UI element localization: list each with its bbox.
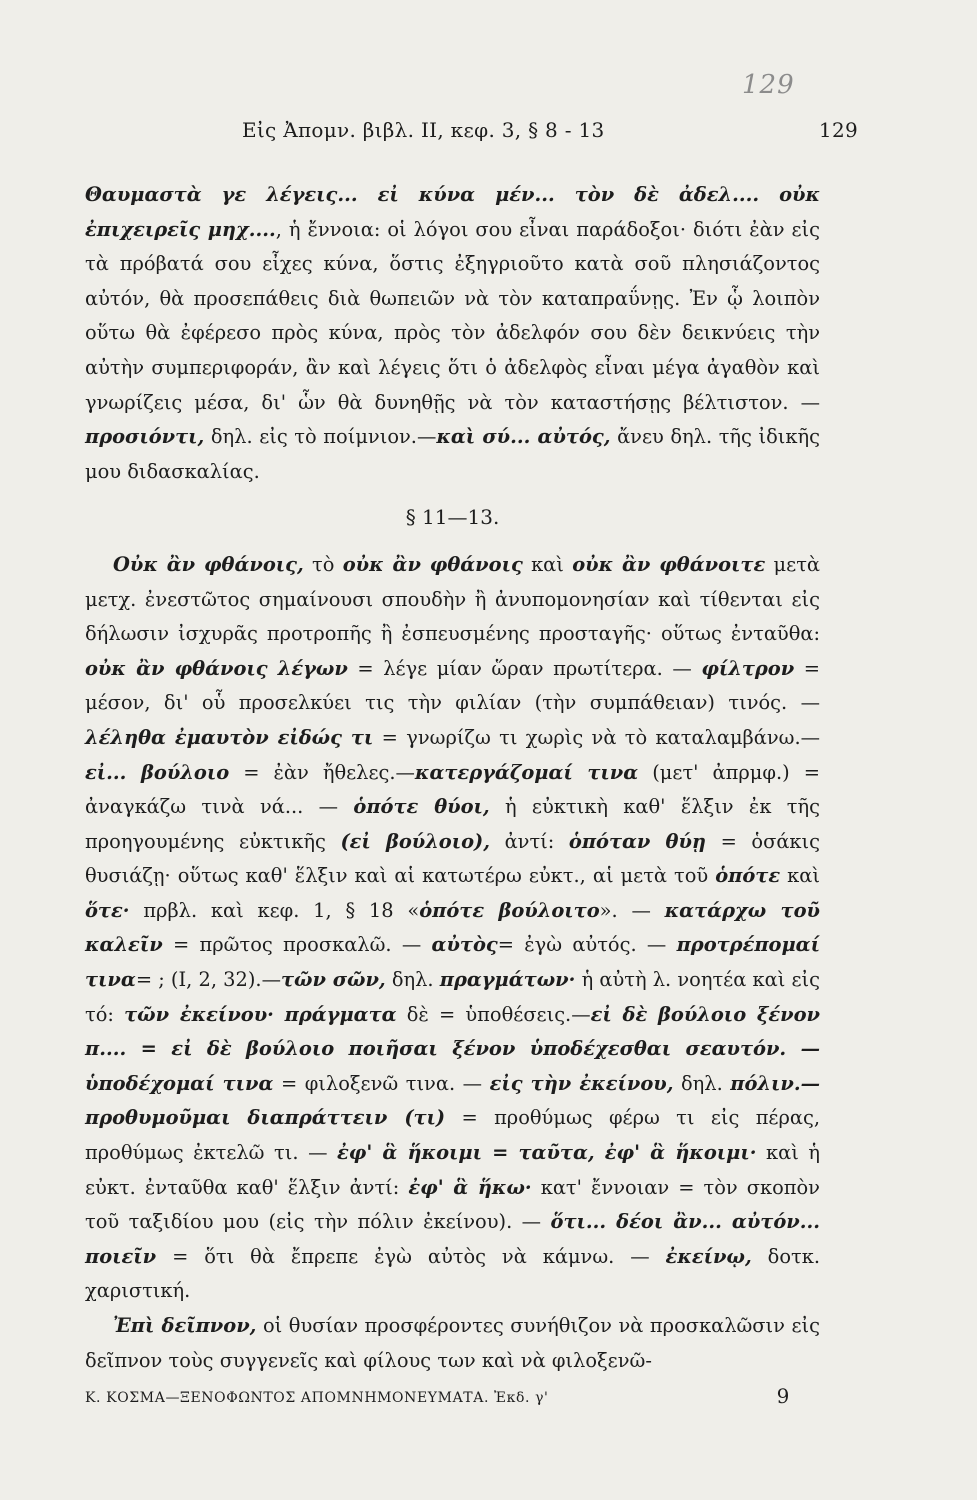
lemma: (εἰ βούλοιο), (340, 829, 490, 853)
gloss: = πρῶτος προσκαλῶ. — (172, 933, 422, 957)
gloss: δὲ = ὑποθέσεις.— (406, 1002, 591, 1026)
lemma: λέληθα ἐμαυτὸν εἰδώς τι (85, 725, 374, 749)
paragraph-3 (85, 1309, 820, 1378)
lemma: Οὐκ ἂν φθάνοις, (113, 552, 304, 576)
gloss: οἱ θυσίαν προσφέροντες συνήθιζον νὰ προσκαλῶσιν εἰς δεῖπνον τοὺς συγγενεῖς καὶ φίλους των καὶ νὰ φιλοξενῶ- (85, 1314, 820, 1372)
lemma: Ἐπὶ δεῖπνον, (113, 1314, 257, 1337)
gloss: πρβλ. καὶ κεφ. 1, § 18 « (143, 898, 420, 922)
gloss: κατ' ἔννοιαν = τὸν σκοπὸν τοῦ ταξιδίου μου (εἰς τὴν πόλιν ἐκείνου). — (85, 1175, 820, 1234)
lemma: εἰς τὴν ἐκείνου, (489, 1071, 674, 1095)
gloss: ἄνευ δηλ. τῆς ἰδικῆς μου διδασκαλίας. (85, 425, 820, 483)
footer-imprint: Κ. ΚΟΣΜΑ—ΞΕΝΟΦΩΝΤΟΣ ΑΠΟΜΝΗΜΟΝΕΥΜΑΤΑ. Ἐκδ. γ' (85, 1390, 549, 1406)
lemma: προτρέπομαί τινα (85, 933, 820, 992)
gloss: ἀντί: (504, 829, 555, 853)
gloss: = ἐγὼ αὐτός. — (497, 933, 667, 957)
gloss: καὶ ἡ εὐκτ. ἐνταῦθα καθ' ἕλξιν ἀντί: (85, 1141, 821, 1199)
gloss: μετὰ μετχ. ἐνεστῶτος σημαίνουσι σπουδὴν ἢ ἀνυπομονησίαν καὶ τίθενται εἰς δήλωσιν ἰσχυρᾶς προτροπῆς ἢ ἐσπευσμένης προσταγῆς· οὕτως ἐνταῦθα: (85, 552, 821, 646)
gloss: καὶ (787, 864, 820, 888)
lemma: καὶ σύ... αὐτός, (436, 425, 611, 449)
lemma: εἰ... βούλοιο (85, 760, 230, 784)
lemma: εἰ δὲ βούλοιο ξένον π.... = εἰ δὲ βούλοιο ποιῆσαι ξένον ὑποδέχεσθαι σεαυτόν. —ὑποδέχομαί τινα (85, 1002, 820, 1095)
lemma: ὁπότε βούλοιτο (419, 898, 600, 922)
gloss: (μετ' ἀπρμφ.) = ἀναγκάζω τινὰ νά... — (85, 760, 820, 819)
lemma: τῶν ἐκείνου· πράγματα (124, 1002, 397, 1026)
gloss: = ὅτι θὰ ἔπρεπε ἐγὼ αὐτὸς νὰ κάμνω. — (172, 1244, 650, 1268)
gloss: = προθύμως φέρω τι εἰς πέρας, προθύμως ἐκτελῶ τι. — (85, 1106, 820, 1165)
lemma: προσιόντι, (85, 425, 205, 449)
page-number: 129 (818, 118, 858, 142)
lemma: ἐφ' ἃ ἥκω· (408, 1175, 532, 1199)
paragraph-1 (85, 178, 820, 489)
gloss: = γνωρίζω τι χωρὶς νὰ τὸ καταλαμβάνω.— (381, 725, 820, 749)
paragraph-2 (85, 548, 820, 1309)
gloss: = λέγε μίαν ὥραν πρωτίτερα. — (357, 656, 692, 680)
lemma: ὅτι... δέοι ἂν... αὐτόν... ποιεῖν (85, 1210, 820, 1268)
lemma: αὐτὸς (431, 933, 498, 957)
lemma: οὐκ ἂν φθάνοις λέγων (85, 656, 348, 680)
gloss: = μέσον, δι' οὗ προσελκύει τις τὴν φιλίαν (τὴν συμπάθειαν) τινός. — (85, 656, 821, 715)
lemma: κατάρχω τοῦ καλεῖν (85, 898, 820, 957)
gloss: = ὁσάκις θυσιάζῃ· οὕτως καθ' ἕλξιν καὶ αἱ κατωτέρω εὐκτ., αἱ μετὰ τοῦ (85, 829, 820, 888)
page-footer (85, 1384, 790, 1414)
running-header (242, 112, 858, 152)
lemma: κατεργάζομαί τινα (414, 760, 639, 784)
lemma: ἐκείνῳ, (665, 1244, 752, 1268)
gloss: = ; (I, 2, 32).— (135, 968, 281, 992)
lemma: οὐκ ἂν φθάνοιτε (572, 552, 766, 576)
section-heading: § 11—13. (405, 505, 500, 530)
lemma: πραγμάτων· (439, 968, 576, 992)
lemma: τῶν σῶν, (280, 968, 386, 992)
running-title: Εἰς Ἀπομν. βιβλ. II, κεφ. 3, § 8 - 13 (242, 118, 605, 142)
lemma: ὁπόταν θύῃ (568, 829, 707, 853)
lemma: Θαυμαστὰ γε λέγεις... εἰ κύνα μέν... τὸν δὲ ἀδελ.... οὐκ ἐπιχειρεῖς μηχ.... (85, 183, 820, 241)
gloss: δοτκ. χαριστική. (85, 1244, 820, 1303)
gloss: δηλ. εἰς τὸ ποίμνιον.— (210, 425, 437, 449)
gloss: καὶ (531, 552, 564, 576)
gloss: δηλ. (681, 1071, 723, 1095)
gloss: = ἐὰν ἤθελες.— (243, 760, 415, 784)
gloss: = φιλοξενῶ τινα. — (280, 1071, 483, 1095)
gloss: ἡ εὐκτικὴ καθ' ἕλξιν ἐκ τῆς προηγουμένης εὐκτικῆς (85, 795, 820, 853)
gloss: δηλ. (391, 968, 434, 992)
pencil-page-note: 129 (742, 70, 795, 100)
lemma: πόλιν.—προθυμοῦμαι διαπράττειν (τι) (85, 1071, 820, 1130)
gloss: ἡ αὐτὴ λ. νοητέα καὶ εἰς τό: (85, 968, 820, 1026)
lemma: ὅτε· (85, 898, 130, 922)
gloss: , ἡ ἔννοια: οἱ λόγοι σου εἶναι παράδοξοι· διότι ἐὰν εἰς τὰ πρόβατά σου εἶχες κύνα, ὅστις ἐξηγριοῦτο κατὰ σοῦ πλησιάζοντος αὐτόν, θὰ προσεπάθεις διὰ θωπειῶν νὰ τὸν καταπραΰνῃς. Ἐν ᾧ λοιπὸν οὕτω θὰ ἐφέρεσο πρὸς κύνα, πρὸς τὸν ἀδελφόν σου δὲν δεικνύεις τὴν αὐτὴν συμπεριφοράν, ἂν καὶ λέγεις ὅτι ὁ ἀδελφὸς εἶναι μέγα ἀγαθὸν καὶ γνωρίζεις μέσα, δι' ὧν θὰ δυνηθῇς νὰ τὸν καταστήσῃς βέλτιστον. — (85, 217, 820, 414)
gloss: τὸ (312, 552, 335, 576)
lemma: ὁπότε θύοι, (353, 795, 490, 819)
lemma: οὐκ ἂν φθάνοις (342, 552, 523, 576)
gloss: ». — (599, 898, 651, 922)
commentary-body (85, 178, 820, 1378)
lemma: φίλτρον (701, 656, 795, 680)
lemma: ὁπότε (715, 864, 781, 888)
lemma: ἐφ' ἃ ἥκοιμι = ταῦτα, ἐφ' ἃ ἥκοιμι· (337, 1141, 757, 1165)
signature-mark: 9 (776, 1384, 790, 1408)
